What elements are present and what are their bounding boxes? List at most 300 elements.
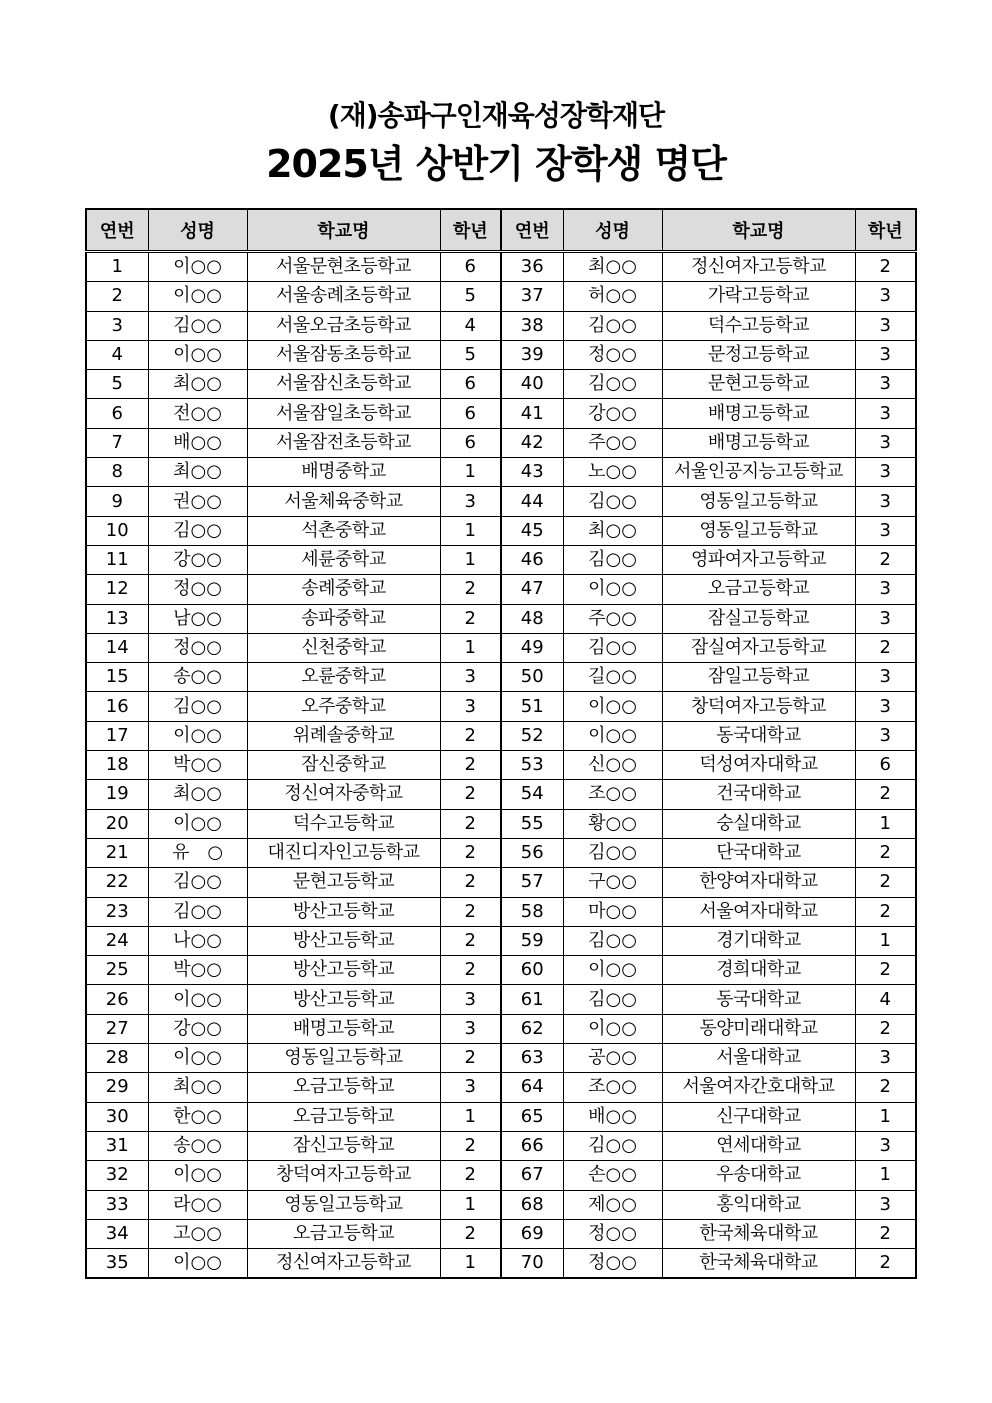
school-name: 영동일고등학교 [662, 487, 855, 516]
school-name: 서울대학교 [662, 1044, 855, 1073]
student-number: 5 [86, 370, 148, 399]
student-name: 김○○ [148, 516, 247, 545]
student-number: 12 [86, 575, 148, 604]
student-name: 황○○ [563, 809, 662, 838]
grade: 6 [440, 370, 501, 399]
header-number: 연번 [501, 209, 563, 252]
table-row [86, 1161, 916, 1190]
student-name: 송○○ [148, 663, 247, 692]
student-name: 배○○ [563, 1102, 662, 1131]
grade: 2 [440, 868, 501, 897]
student-number: 39 [501, 340, 563, 369]
school-name: 영동일고등학교 [247, 1044, 440, 1073]
school-name: 영동일고등학교 [247, 1190, 440, 1219]
grade: 2 [855, 956, 916, 985]
header-number: 연번 [86, 209, 148, 252]
grade: 2 [440, 721, 501, 750]
table-row [86, 1131, 916, 1160]
student-name: 최○○ [563, 516, 662, 545]
school-name: 오금고등학교 [247, 1073, 440, 1102]
student-number: 50 [501, 663, 563, 692]
student-number: 47 [501, 575, 563, 604]
school-name: 석촌중학교 [247, 516, 440, 545]
table-row [86, 311, 916, 340]
grade: 2 [440, 838, 501, 867]
student-number: 57 [501, 868, 563, 897]
school-name: 서울잠전초등학교 [247, 428, 440, 457]
grade: 6 [855, 751, 916, 780]
school-name: 가락고등학교 [662, 282, 855, 311]
school-name: 잠일고등학교 [662, 663, 855, 692]
table-row [86, 985, 916, 1014]
student-name: 박○○ [148, 751, 247, 780]
school-name: 방산고등학교 [247, 926, 440, 955]
grade: 2 [440, 897, 501, 926]
student-name: 이○○ [563, 575, 662, 604]
grade: 2 [855, 545, 916, 574]
table-row [86, 838, 916, 867]
student-name: 허○○ [563, 282, 662, 311]
student-name: 나○○ [148, 926, 247, 955]
student-number: 38 [501, 311, 563, 340]
grade: 3 [855, 604, 916, 633]
school-name: 정신여자고등학교 [662, 252, 855, 282]
school-name: 위례솔중학교 [247, 721, 440, 750]
school-name: 서울체육중학교 [247, 487, 440, 516]
school-name: 서울잠동초등학교 [247, 340, 440, 369]
school-name: 신구대학교 [662, 1102, 855, 1131]
table-row [86, 692, 916, 721]
student-name: 박○○ [148, 956, 247, 985]
school-name: 서울잠일초등학교 [247, 399, 440, 428]
table-row [86, 428, 916, 457]
scholarship-table [85, 208, 917, 1279]
student-name: 공○○ [563, 1044, 662, 1073]
school-name: 홍익대학교 [662, 1190, 855, 1219]
school-name: 방산고등학교 [247, 956, 440, 985]
school-name: 배명고등학교 [247, 1014, 440, 1043]
school-name: 서울문현초등학교 [247, 252, 440, 282]
student-name: 권○○ [148, 487, 247, 516]
school-name: 영동일고등학교 [662, 516, 855, 545]
student-number: 1 [86, 252, 148, 282]
school-name: 덕수고등학교 [662, 311, 855, 340]
student-name: 이○○ [563, 1014, 662, 1043]
student-number: 45 [501, 516, 563, 545]
student-name: 이○○ [148, 340, 247, 369]
grade: 2 [440, 1161, 501, 1190]
student-number: 8 [86, 458, 148, 487]
grade: 4 [440, 311, 501, 340]
table-row [86, 751, 916, 780]
header-school: 학교명 [247, 209, 440, 252]
table-row [86, 663, 916, 692]
school-name: 문현고등학교 [247, 868, 440, 897]
grade: 2 [855, 1014, 916, 1043]
grade: 6 [440, 252, 501, 282]
grade: 3 [855, 311, 916, 340]
student-number: 61 [501, 985, 563, 1014]
student-number: 29 [86, 1073, 148, 1102]
grade: 3 [440, 487, 501, 516]
student-number: 33 [86, 1190, 148, 1219]
school-name: 배명고등학교 [662, 399, 855, 428]
table-row [86, 897, 916, 926]
student-name: 김○○ [148, 311, 247, 340]
school-name: 창덕여자고등학교 [662, 692, 855, 721]
grade: 2 [855, 1073, 916, 1102]
grade: 1 [440, 545, 501, 574]
student-name: 라○○ [148, 1190, 247, 1219]
student-name: 김○○ [563, 926, 662, 955]
grade: 2 [855, 633, 916, 662]
student-name: 최○○ [148, 458, 247, 487]
student-name: 남○○ [148, 604, 247, 633]
student-number: 48 [501, 604, 563, 633]
student-name: 고○○ [148, 1219, 247, 1248]
student-number: 30 [86, 1102, 148, 1131]
school-name: 창덕여자고등학교 [247, 1161, 440, 1190]
student-number: 21 [86, 838, 148, 867]
student-number: 15 [86, 663, 148, 692]
school-name: 동국대학교 [662, 721, 855, 750]
school-name: 문정고등학교 [662, 340, 855, 369]
grade: 3 [855, 340, 916, 369]
student-number: 34 [86, 1219, 148, 1248]
student-name: 김○○ [148, 868, 247, 897]
school-name: 세륜중학교 [247, 545, 440, 574]
grade: 3 [855, 487, 916, 516]
school-name: 한양여자대학교 [662, 868, 855, 897]
student-number: 54 [501, 780, 563, 809]
student-name: 손○○ [563, 1161, 662, 1190]
grade: 2 [440, 604, 501, 633]
table-row [86, 545, 916, 574]
student-number: 51 [501, 692, 563, 721]
grade: 1 [440, 516, 501, 545]
student-number: 11 [86, 545, 148, 574]
grade: 3 [855, 1190, 916, 1219]
table-row [86, 809, 916, 838]
student-number: 13 [86, 604, 148, 633]
table-row [86, 780, 916, 809]
student-name: 정○○ [148, 575, 247, 604]
grade: 5 [440, 340, 501, 369]
grade: 2 [855, 838, 916, 867]
student-name: 이○○ [148, 985, 247, 1014]
student-name: 최○○ [148, 370, 247, 399]
student-name: 전○○ [148, 399, 247, 428]
student-name: 이○○ [563, 721, 662, 750]
grade: 1 [855, 1161, 916, 1190]
student-name: 김○○ [563, 1131, 662, 1160]
grade: 3 [855, 692, 916, 721]
table-row [86, 956, 916, 985]
student-name: 이○○ [148, 1249, 247, 1279]
student-number: 68 [501, 1190, 563, 1219]
header-name: 성명 [563, 209, 662, 252]
table-row [86, 1190, 916, 1219]
grade: 1 [440, 1190, 501, 1219]
grade: 6 [440, 428, 501, 457]
student-name: 이○○ [563, 956, 662, 985]
header-grade: 학년 [440, 209, 501, 252]
student-name: 마○○ [563, 897, 662, 926]
school-name: 문현고등학교 [662, 370, 855, 399]
school-name: 덕수고등학교 [247, 809, 440, 838]
student-number: 9 [86, 487, 148, 516]
page-title: 2025년 상반기 장학생 명단 [266, 142, 726, 186]
table-row [86, 282, 916, 311]
grade: 2 [440, 1131, 501, 1160]
school-name: 잠신중학교 [247, 751, 440, 780]
school-name: 경희대학교 [662, 956, 855, 985]
grade: 5 [440, 282, 501, 311]
grade: 2 [855, 1219, 916, 1248]
student-name: 이○○ [148, 1161, 247, 1190]
student-name: 신○○ [563, 751, 662, 780]
student-number: 24 [86, 926, 148, 955]
student-name: 조○○ [563, 780, 662, 809]
student-number: 49 [501, 633, 563, 662]
student-name: 이○○ [148, 1044, 247, 1073]
table-row [86, 399, 916, 428]
grade: 3 [855, 721, 916, 750]
grade: 2 [855, 1249, 916, 1279]
student-name: 강○○ [563, 399, 662, 428]
school-name: 우송대학교 [662, 1161, 855, 1190]
table-row [86, 575, 916, 604]
grade: 2 [440, 575, 501, 604]
grade: 3 [855, 575, 916, 604]
table-row [86, 340, 916, 369]
grade: 3 [855, 282, 916, 311]
school-name: 방산고등학교 [247, 985, 440, 1014]
student-number: 42 [501, 428, 563, 457]
school-name: 건국대학교 [662, 780, 855, 809]
grade: 1 [440, 458, 501, 487]
student-name: 제○○ [563, 1190, 662, 1219]
student-name: 배○○ [148, 428, 247, 457]
student-number: 31 [86, 1131, 148, 1160]
student-name: 최○○ [563, 252, 662, 282]
student-number: 10 [86, 516, 148, 545]
table-row [86, 516, 916, 545]
student-number: 62 [501, 1014, 563, 1043]
student-number: 6 [86, 399, 148, 428]
school-name: 서울여자대학교 [662, 897, 855, 926]
grade: 2 [440, 956, 501, 985]
student-name: 조○○ [563, 1073, 662, 1102]
student-number: 23 [86, 897, 148, 926]
school-name: 서울인공지능고등학교 [662, 458, 855, 487]
student-name: 정○○ [148, 633, 247, 662]
student-number: 53 [501, 751, 563, 780]
student-number: 27 [86, 1014, 148, 1043]
student-name: 송○○ [148, 1131, 247, 1160]
student-name: 김○○ [563, 311, 662, 340]
student-name: 최○○ [148, 780, 247, 809]
school-name: 서울여자간호대학교 [662, 1073, 855, 1102]
table-row [86, 868, 916, 897]
student-number: 3 [86, 311, 148, 340]
school-name: 배명고등학교 [662, 428, 855, 457]
school-name: 잠실고등학교 [662, 604, 855, 633]
header-school: 학교명 [662, 209, 855, 252]
table-row [86, 633, 916, 662]
grade: 3 [440, 1014, 501, 1043]
grade: 4 [855, 985, 916, 1014]
student-name: 김○○ [563, 838, 662, 867]
grade: 3 [855, 516, 916, 545]
student-number: 65 [501, 1102, 563, 1131]
student-number: 41 [501, 399, 563, 428]
school-name: 정신여자고등학교 [247, 1249, 440, 1279]
school-name: 한국체육대학교 [662, 1249, 855, 1279]
grade: 2 [440, 1044, 501, 1073]
student-name: 김○○ [148, 897, 247, 926]
grade: 2 [440, 751, 501, 780]
school-name: 동양미래대학교 [662, 1014, 855, 1043]
school-name: 서울잠신초등학교 [247, 370, 440, 399]
school-name: 단국대학교 [662, 838, 855, 867]
school-name: 연세대학교 [662, 1131, 855, 1160]
table-row [86, 1044, 916, 1073]
student-name: 정○○ [563, 1219, 662, 1248]
student-number: 28 [86, 1044, 148, 1073]
school-name: 오금고등학교 [662, 575, 855, 604]
student-number: 44 [501, 487, 563, 516]
student-number: 37 [501, 282, 563, 311]
student-name: 이○○ [148, 721, 247, 750]
grade: 1 [855, 926, 916, 955]
grade: 6 [440, 399, 501, 428]
table-header-row [86, 209, 916, 252]
student-number: 67 [501, 1161, 563, 1190]
grade: 3 [855, 1131, 916, 1160]
school-name: 오금고등학교 [247, 1102, 440, 1131]
student-number: 64 [501, 1073, 563, 1102]
student-name: 길○○ [563, 663, 662, 692]
student-number: 2 [86, 282, 148, 311]
grade: 3 [440, 1073, 501, 1102]
school-name: 잠신고등학교 [247, 1131, 440, 1160]
school-name: 송파중학교 [247, 604, 440, 633]
student-name: 김○○ [563, 487, 662, 516]
school-name: 서울오금초등학교 [247, 311, 440, 340]
grade: 1 [440, 1249, 501, 1279]
school-name: 경기대학교 [662, 926, 855, 955]
student-number: 20 [86, 809, 148, 838]
student-number: 26 [86, 985, 148, 1014]
grade: 2 [855, 252, 916, 282]
student-number: 4 [86, 340, 148, 369]
school-name: 신천중학교 [247, 633, 440, 662]
student-name: 정○○ [563, 340, 662, 369]
school-name: 정신여자중학교 [247, 780, 440, 809]
student-name: 구○○ [563, 868, 662, 897]
grade: 2 [855, 868, 916, 897]
grade: 1 [440, 1102, 501, 1131]
school-name: 오주중학교 [247, 692, 440, 721]
student-number: 63 [501, 1044, 563, 1073]
grade: 2 [440, 1219, 501, 1248]
table-body [86, 252, 916, 1279]
school-name: 덕성여자대학교 [662, 751, 855, 780]
grade: 1 [855, 1102, 916, 1131]
grade: 3 [855, 663, 916, 692]
school-name: 방산고등학교 [247, 897, 440, 926]
student-name: 이○○ [148, 252, 247, 282]
table-row [86, 1014, 916, 1043]
school-name: 대진디자인고등학교 [247, 838, 440, 867]
student-name: 김○○ [148, 692, 247, 721]
student-name: 김○○ [563, 545, 662, 574]
student-name: 김○○ [563, 370, 662, 399]
table-row [86, 370, 916, 399]
student-name: 주○○ [563, 604, 662, 633]
school-name: 배명중학교 [247, 458, 440, 487]
grade: 2 [855, 780, 916, 809]
grade: 1 [855, 809, 916, 838]
grade: 3 [855, 1044, 916, 1073]
grade: 3 [440, 692, 501, 721]
table-row [86, 487, 916, 516]
grade: 3 [855, 458, 916, 487]
student-number: 70 [501, 1249, 563, 1279]
school-name: 숭실대학교 [662, 809, 855, 838]
student-number: 22 [86, 868, 148, 897]
student-number: 16 [86, 692, 148, 721]
student-number: 40 [501, 370, 563, 399]
grade: 2 [440, 780, 501, 809]
school-name: 동국대학교 [662, 985, 855, 1014]
student-name: 유 ○ [148, 838, 247, 867]
student-number: 59 [501, 926, 563, 955]
student-number: 46 [501, 545, 563, 574]
student-number: 36 [501, 252, 563, 282]
student-number: 19 [86, 780, 148, 809]
school-name: 잠실여자고등학교 [662, 633, 855, 662]
student-number: 17 [86, 721, 148, 750]
table-row [86, 1249, 916, 1279]
grade: 2 [440, 809, 501, 838]
student-number: 43 [501, 458, 563, 487]
student-name: 정○○ [563, 1249, 662, 1279]
table-row [86, 721, 916, 750]
student-name: 김○○ [563, 633, 662, 662]
header-grade: 학년 [855, 209, 916, 252]
grade: 3 [440, 663, 501, 692]
student-name: 이○○ [563, 692, 662, 721]
grade: 2 [440, 926, 501, 955]
table-row [86, 1073, 916, 1102]
student-number: 69 [501, 1219, 563, 1248]
student-number: 18 [86, 751, 148, 780]
student-name: 최○○ [148, 1073, 247, 1102]
table-row [86, 1219, 916, 1248]
table-row [86, 252, 916, 282]
school-name: 서울송례초등학교 [247, 282, 440, 311]
table-row [86, 926, 916, 955]
header-name: 성명 [148, 209, 247, 252]
org-name: (재)송파구인재육성장학재단 [327, 99, 665, 132]
grade: 1 [440, 633, 501, 662]
student-number: 55 [501, 809, 563, 838]
student-name: 강○○ [148, 545, 247, 574]
grade: 3 [855, 428, 916, 457]
school-name: 송례중학교 [247, 575, 440, 604]
